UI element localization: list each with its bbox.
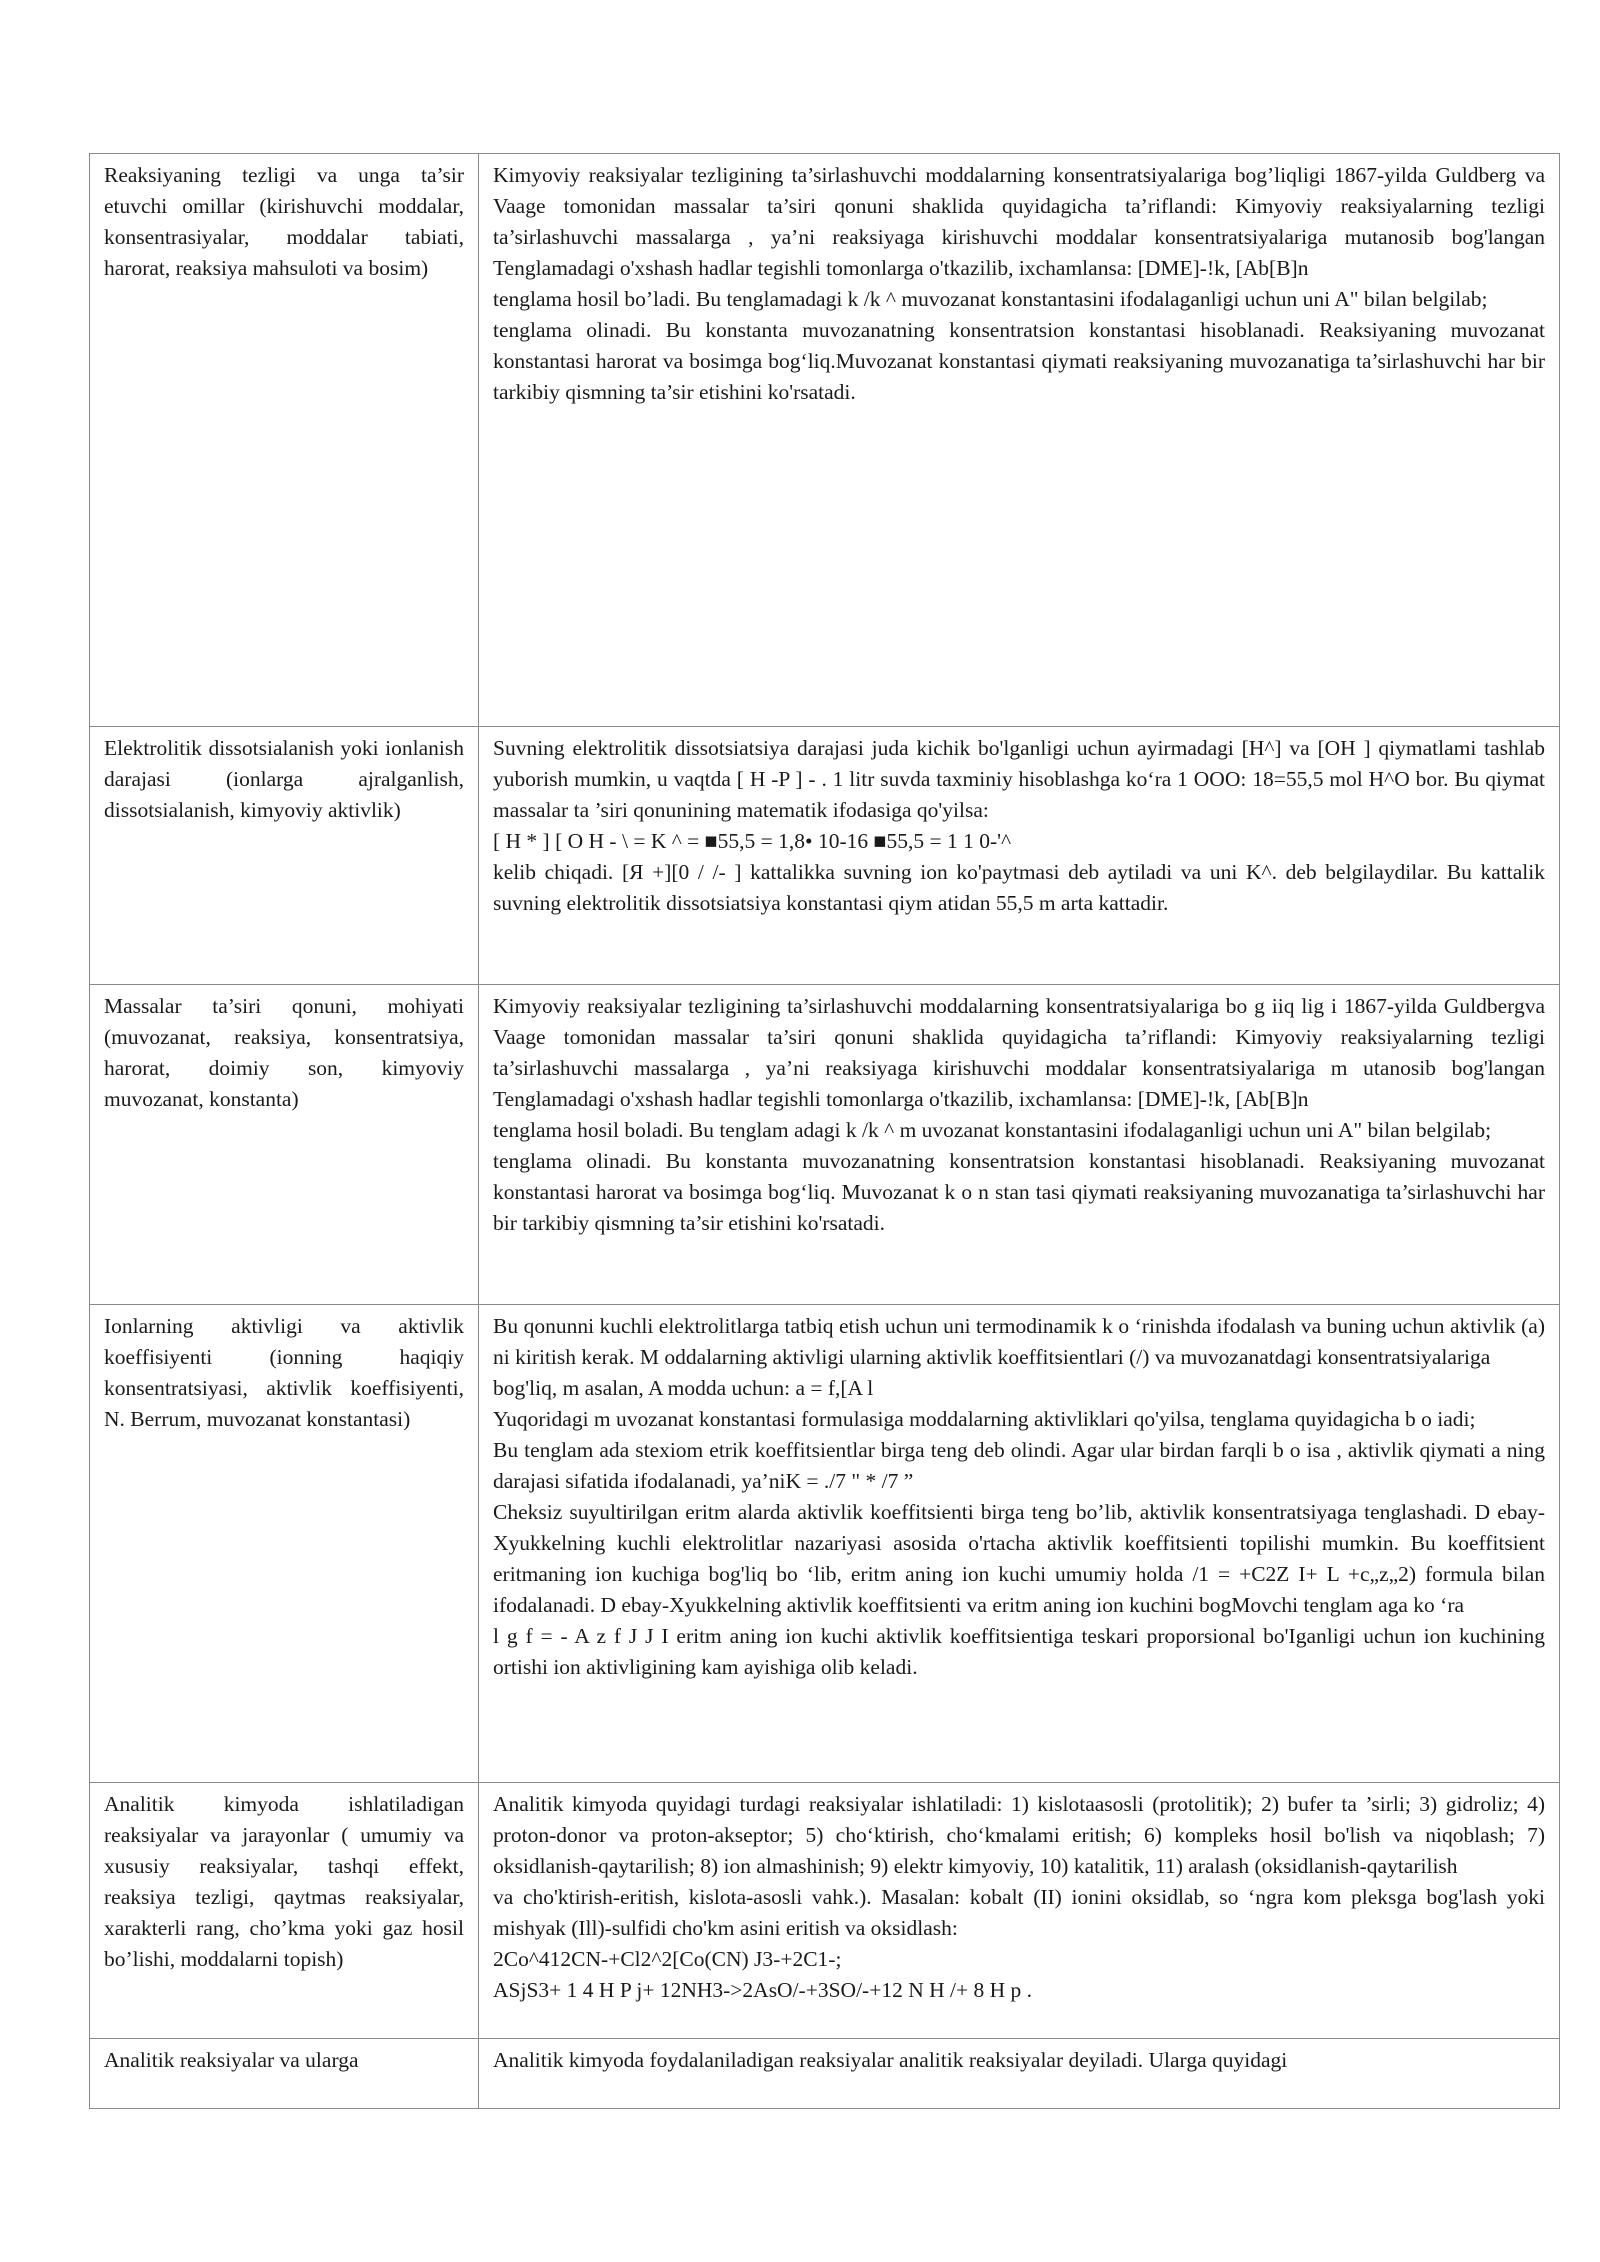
paragraph: tenglama hosil boladi. Bu tenglam adagi k /k ^ m uvozanat konstantasini ifodalaganligi uchun uni A" bilan belgilab; bbox=[493, 1118, 1492, 1142]
formula-line: ASjS3+ 1 4 H P j+ 12NH3->2AsO/-+3SO/-+12 N H /+ 8 H p . bbox=[493, 1978, 1033, 2002]
topic-cell: Analitik reaksiyalar va ularga bbox=[90, 2039, 479, 2109]
topic-cell: Analitik kimyoda ishlatiladigan reaksiyalar va jarayonlar ( umumiy va xususiy reaksiyalar, tashqi effekt, reaksiya tezligi, qaytmas reaksiyalar, xarakterli rang, cho’kma yoki gaz hosil bo’lishi, moddalarni topish) bbox=[90, 1783, 479, 2039]
paragraph: Kimyoviy reaksiyalar tezligining ta’sirlashuvchi moddalarning konsentratsiyalariga bo g iiq lig i 1867-yilda Guldbergva Vaage tomonidan massalar ta’siri qonuni shaklida quyidagicha ta’riflandi: Kimyoviy reaksiyalarning tezligi ta’sirlashuvchi massalarga , ya’ni reaksiyaga kirishuvchi moddalar konsentratsiyalariga m utanosib bog'langan Tenglamadagi o'xshash hadlar tegishli tomonlarga o'tkazilib, ixchamlansa: [DME]-!k, [Ab[B]n bbox=[493, 994, 1545, 1111]
paragraph: va cho'ktirish-eritish, kislota-asosli vahk.). Masalan: kobalt (II) ionini oksidlab, so ‘ngra kom pleksga bog'lash yoki mishyak (Ill)-sulfidi cho'km asini eritish va oksidlash: bbox=[493, 1885, 1545, 1940]
paragraph: tenglama olinadi. Bu konstanta muvozanatning konsentratsion konstantasi hisoblanadi. Reaksiyaning muvozanat konstantasi harorat va bosimga bog‘liq. Muvozanat k o n stan tasi qiymati reaksiyaning muvozanatiga ta’sirlashuvchi har bir tarkibiy qismning ta’sir etishini ko'rsatadi. bbox=[493, 1149, 1545, 1235]
content-cell bbox=[479, 1305, 1560, 1783]
topic-cell: Ionlarning aktivligi va aktivlik koeffisiyenti (ionning haqiqiy konsentratsiyasi, aktivlik koeffisiyenti, N. Berrum, muvozanat konstantasi) bbox=[90, 1305, 479, 1783]
paragraph: tenglama hosil bo’ladi. Bu tenglamadagi k /k ^ muvozanat konstantasini ifodalaganligi uchun uni A" bilan belgilab; bbox=[493, 287, 1488, 311]
content-cell bbox=[479, 985, 1560, 1305]
paragraph: Kimyoviy reaksiyalar tezligining ta’sirlashuvchi moddalarning konsentratsiyalariga bog’liqligi 1867-yilda Guldberg va Vaage tomonidan massalar ta’siri qonuni shaklida quyidagicha ta’riflandi: Kimyoviy reaksiyalarning tezligi ta’sirlashuvchi massalarga , ya’ni reaksiyaga kirishuvchi moddalar konsentratsiyalariga mutanosib bog'langan Tenglamadagi o'xshash hadlar tegishli tomonlarga o'tkazilib, ixchamlansa: [DME]-!k, [Ab[B]n bbox=[493, 163, 1545, 280]
table-row bbox=[90, 985, 1560, 1305]
content-cell bbox=[479, 727, 1560, 985]
paragraph: Cheksiz suyultirilgan eritm alarda aktivlik koeffitsienti birga teng bo’lib, aktivlik konsentratsiyaga tenglashadi. D ebay-Xyukkelning kuchli elektrolitlar nazariyasi asosida o'rtacha aktivlik koeffitsienti topilishi mumkin. Bu koeffitsient eritmaning ion kuchiga bog'liq bo ‘lib, eritm aning ion kuchi umumiy holda /1 = +C2Z I+ L +c„z„2) formula bilan ifodalanadi. D ebay-Xyukkelning aktivlik koeffitsienti va eritm aning ion kuchini bogMovchi tenglam aga ko ‘ra bbox=[493, 1500, 1545, 1617]
content-cell bbox=[479, 2039, 1560, 2109]
topic-cell: Elektrolitik dissotsialanish yoki ionlanish darajasi (ionlarga ajralganlish, dissotsialanish, kimyoviy aktivlik) bbox=[90, 727, 479, 985]
table-row bbox=[90, 727, 1560, 985]
formula-line: bog'liq, m asalan, A modda uchun: a = f,[A l bbox=[493, 1376, 874, 1400]
table-row bbox=[90, 1783, 1560, 2039]
paragraph: Suvning elektrolitik dissotsiatsiya darajasi juda kichik bo'lganligi uchun ayirmadagi [H^] va [OH ] qiymatlami tashlab yuborish mumkin, u vaqtda [ H -P ] - . 1 litr suvda taxminiy hisoblashga ko‘ra 1 OOO: 18=55,5 mol H^O bor. Bu qiymat massalar ta ’siri qonunining matematik ifodasiga qo'yilsa: bbox=[493, 736, 1545, 822]
table-row bbox=[90, 2039, 1560, 2109]
paragraph: Analitik kimyoda foydalaniladigan reaksiyalar analitik reaksiyalar deyiladi. Ularga quyidagi bbox=[493, 2048, 1288, 2072]
paragraph: Analitik kimyoda quyidagi turdagi reaksiyalar ishlatiladi: 1) kislotaasosli (protolitik); 2) bufer ta ’sirli; 3) gidroliz; 4) proton-donor va proton-akseptor; 5) cho‘ktirish, cho‘kmalami eritish; 6) kompleks hosil bo'lish va niqoblash; 7) oksidlanish-qaytarilish; 8) ion almashinish; 9) elektr kimyoviy, 10) katalitik, 11) aralash (oksidlanish-qaytarilish bbox=[493, 1792, 1545, 1878]
formula-line: [ H * ] [ O H - \ = K ^ = ■55,5 = 1,8• 10-16 ■55,5 = 1 1 0-'^ bbox=[493, 829, 1012, 853]
table-row bbox=[90, 154, 1560, 727]
formula-line: 2Co^412CN-+Cl2^2[Co(CN) J3-+2C1-; bbox=[493, 1947, 842, 1971]
table-row bbox=[90, 1305, 1560, 1783]
paragraph: tenglama olinadi. Bu konstanta muvozanatning konsentratsion konstantasi hisoblanadi. Reaksiyaning muvozanat konstantasi harorat va bosimga bog‘liq.Muvozanat konstantasi qiymati reaksiyaning muvozanatiga ta’sirlashuvchi har bir tarkibiy qismning ta’sir etishini ko'rsatadi. bbox=[493, 318, 1545, 404]
paragraph: Bu tenglam ada stexiom etrik koeffitsientlar birga teng deb olindi. Agar ular birdan farqli b o isa , aktivlik qiymati a ning darajasi sifatida ifodalanadi, ya’niK = ./7 " * /7 ” bbox=[493, 1438, 1545, 1493]
content-cell bbox=[479, 1783, 1560, 2039]
paragraph: Yuqoridagi m uvozanat konstantasi formulasiga moddalarning aktivliklari qo'yilsa, tenglama quyidagicha b o iadi; bbox=[493, 1407, 1476, 1431]
paragraph: kelib chiqadi. [Я +][0 / /- ] kattalikka suvning ion ko'paytmasi deb aytiladi va uni K^. deb belgilaydilar. Bu kattalik suvning elektrolitik dissotsiatsiya konstantasi qiym atidan 55,5 m arta kattadir. bbox=[493, 860, 1545, 915]
topic-cell: Reaksiyaning tezligi va unga ta’sir etuvchi omillar (kirishuvchi moddalar, konsentrasiyalar, moddalar tabiati, harorat, reaksiya mahsuloti va bosim) bbox=[90, 154, 479, 727]
topic-cell: Massalar ta’siri qonuni, mohiyati (muvozanat, reaksiya, konsentratsiya, harorat, doimiy son, kimyoviy muvozanat, konstanta) bbox=[90, 985, 479, 1305]
paragraph: Bu qonunni kuchli elektrolitlarga tatbiq etish uchun uni termodinamik k o ‘rinishda ifodalash va buning uchun aktivlik (a) ni kiritish kerak. M oddalarning aktivligi ularning aktivlik koeffitsientlari (/) va muvozanatdagi konsentratsiyalariga bbox=[493, 1314, 1545, 1369]
paragraph: l g f = - A z f J J I eritm aning ion kuchi aktivlik koeffitsientiga teskari proporsional bo'Iganligi uchun ion kuchining ortishi ion aktivligining kam ayishiga olib keladi. bbox=[493, 1624, 1545, 1679]
content-cell bbox=[479, 154, 1560, 727]
topics-table bbox=[89, 153, 1560, 2109]
